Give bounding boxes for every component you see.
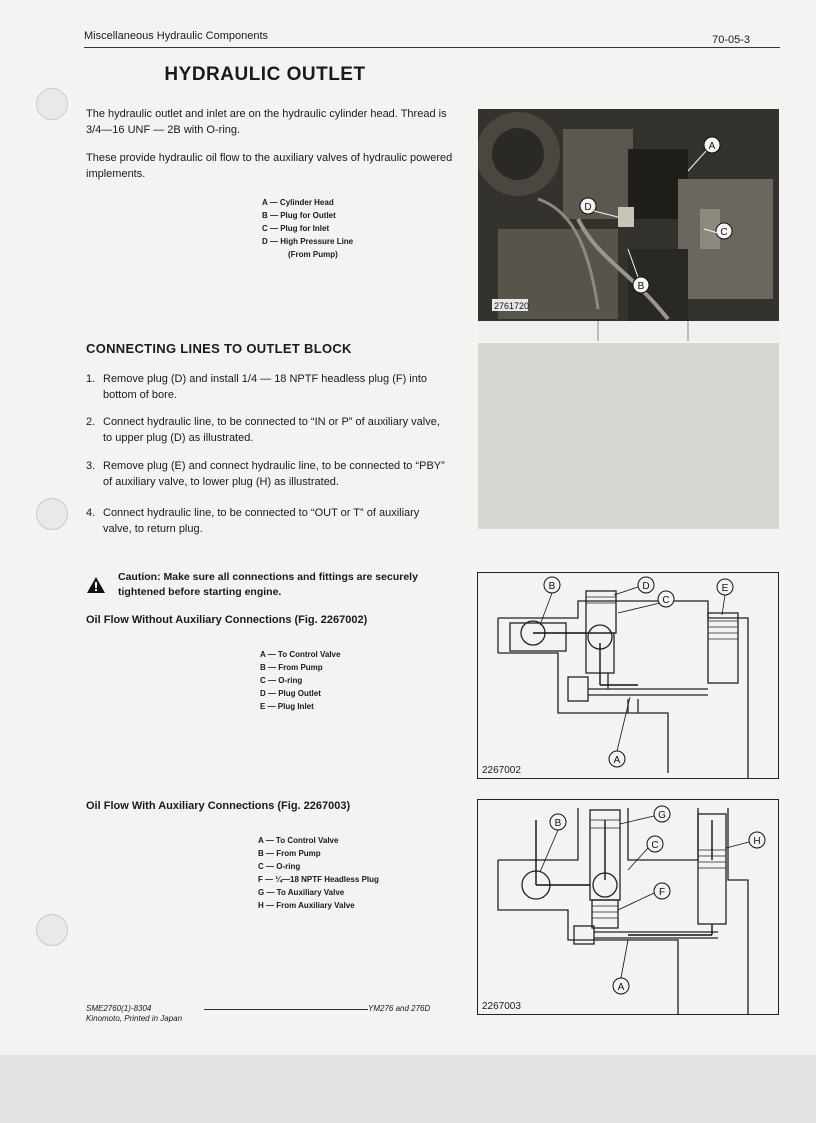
step-text: Remove plug (D) and install 1/4 — 18 NPTF headless plug (F) into bottom of bore. — [103, 373, 428, 401]
figure-1-label-a: A — [613, 755, 621, 766]
legend-item: H — From Auxiliary Valve — [258, 901, 355, 910]
figure-2-caption: Oil Flow With Auxiliary Connections (Fig. 2267003) — [86, 800, 351, 812]
step-number: 4. — [86, 507, 96, 519]
figure-2267002 — [477, 572, 779, 779]
step-text: Remove plug (E) and connect hydraulic line, to be connected to “PBY” of auxiliary valve, to lower plug (H) as illustrated. — [103, 460, 445, 488]
footer-doc-code: SME2760(1)-8304 — [86, 1004, 152, 1013]
photo-callout-a: A — [708, 141, 716, 152]
legend-item: A — To Control Valve — [260, 650, 341, 659]
legend-item: D — Plug Outlet — [260, 689, 321, 698]
binder-hole — [36, 88, 68, 120]
header-rule — [84, 47, 780, 48]
legend-item: D — High Pressure Line — [262, 237, 354, 246]
step-2 — [86, 414, 450, 446]
step-number: 3. — [86, 460, 96, 472]
figure-2267003 — [477, 799, 779, 1015]
legend-item: F — ¼—18 NPTF Headless Plug — [258, 875, 379, 884]
figure-1-label-d: D — [642, 581, 650, 592]
photo-number: 2761720 — [494, 301, 530, 311]
figure-2-legend — [258, 834, 379, 912]
caution-icon — [86, 576, 106, 599]
figure-2-label-b: B — [554, 818, 562, 829]
caution-text: Caution: Make sure all connections and fittings are securely tightened before starting engine. — [118, 571, 418, 598]
figure-2-label-a: A — [617, 982, 625, 993]
intro-paragraph-1: The hydraulic outlet and inlet are on the hydraulic cylinder head. Thread is 3/4—16 UNF — 2B with O-ring. — [86, 108, 447, 136]
figure-1-caption: Oil Flow Without Auxiliary Connections (Fig. 2267002) — [86, 614, 368, 626]
figure-2-label-g: G — [658, 810, 666, 821]
section-header: Miscellaneous Hydraulic Components — [84, 30, 269, 42]
binder-hole — [36, 498, 68, 530]
step-3 — [86, 458, 450, 490]
figure-2-number: 2267003 — [482, 1001, 521, 1012]
section-title: CONNECTING LINES TO OUTLET BLOCK — [86, 341, 352, 356]
scan-background — [0, 1055, 816, 1123]
step-1 — [86, 371, 450, 403]
figure-2-label-f: F — [658, 887, 666, 898]
figure-1-number: 2267002 — [482, 765, 521, 776]
figure-2-label-h: H — [753, 836, 761, 847]
figure-1-legend — [260, 648, 340, 713]
legend-item: E — Plug Inlet — [260, 702, 314, 711]
legend-item: B — From Pump — [260, 663, 323, 672]
legend-item: A — Cylinder Head — [262, 198, 334, 207]
figure-1-label-e: E — [721, 583, 729, 594]
page-title: HYDRAULIC OUTLET — [164, 64, 366, 85]
photo-callout-c: C — [720, 227, 728, 238]
legend-item: C — Plug for Inlet — [262, 224, 330, 233]
legend-item: B — From Pump — [258, 849, 321, 858]
footer-rule — [204, 1009, 368, 1010]
photo-legend — [262, 196, 353, 261]
legend-item: B — Plug for Outlet — [262, 211, 336, 220]
legend-item: G — To Auxiliary Valve — [258, 888, 345, 897]
step-text: Connect hydraulic line, to be connected to “OUT or T” of auxiliary valve, to return plug. — [103, 507, 420, 535]
legend-item: A — To Control Valve — [258, 836, 339, 845]
faded-photo-area — [478, 343, 779, 529]
photo-callout-b: B — [637, 281, 645, 292]
engine-photo — [478, 109, 779, 341]
binder-hole — [36, 914, 68, 946]
figure-1-label-c: C — [662, 595, 670, 606]
step-text: Connect hydraulic line, to be connected to “IN or P” of auxiliary valve, to upper plug (D) as illustrated. — [103, 416, 440, 444]
legend-item: C — O-ring — [258, 862, 301, 871]
step-number: 2. — [86, 416, 96, 428]
legend-item: C — O-ring — [260, 676, 303, 685]
figure-1-label-b: B — [548, 581, 556, 592]
legend-item: (From Pump) — [288, 250, 338, 259]
figure-2-label-c: C — [651, 840, 659, 851]
photo-callout-d: D — [584, 202, 592, 213]
step-number: 1. — [86, 373, 96, 385]
footer-models: YM276 and 276D — [368, 1004, 431, 1013]
intro-paragraph-2: These provide hydraulic oil flow to the auxiliary valves of hydraulic powered implements. — [86, 152, 453, 180]
step-4 — [86, 505, 450, 537]
page-number: 70-05-3 — [712, 34, 750, 46]
footer-printed: Kinomoto, Printed in Japan — [86, 1014, 183, 1023]
